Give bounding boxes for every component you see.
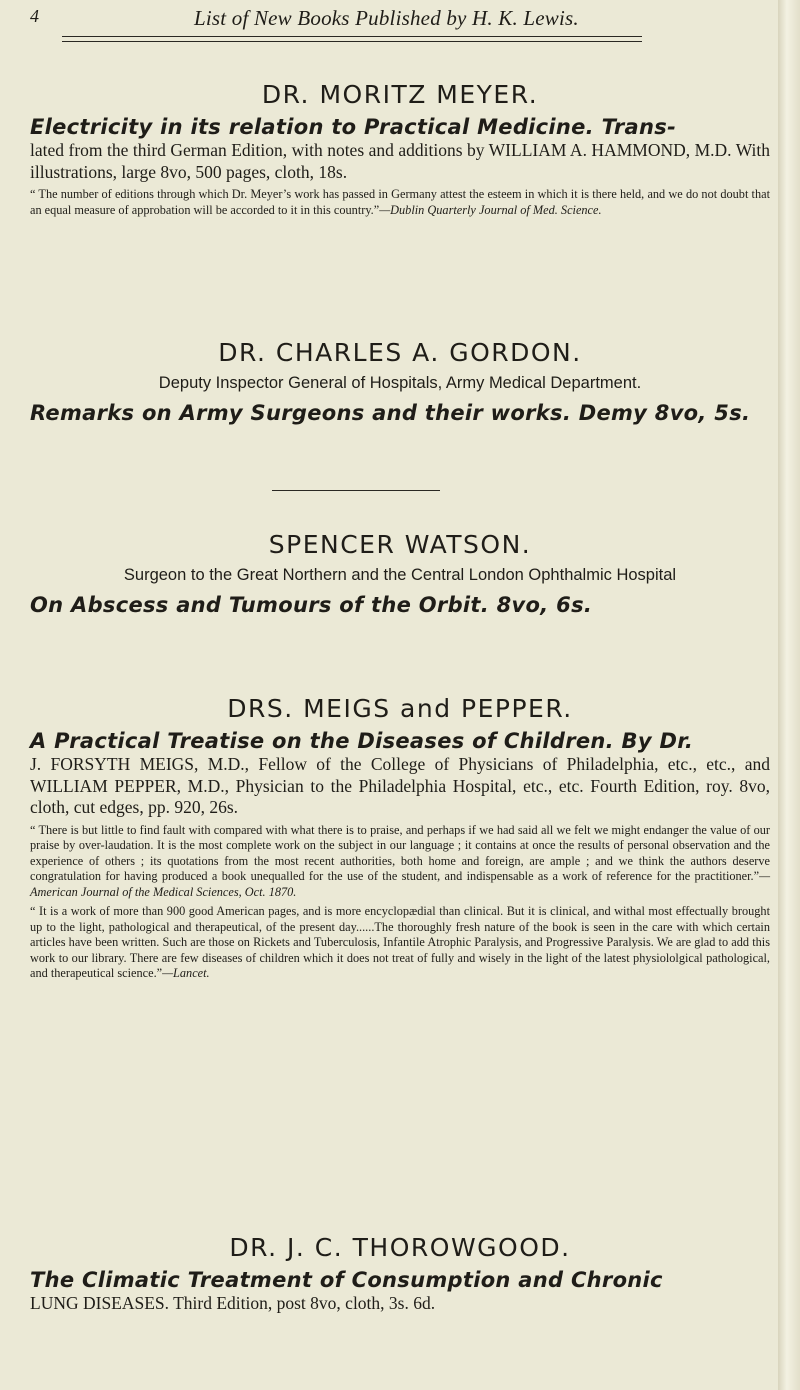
review-quote bbox=[30, 187, 770, 218]
section-rule bbox=[272, 490, 440, 491]
author-subtitle: Deputy Inspector General of Hospitals, Army Medical Department. bbox=[158, 374, 642, 392]
author-subtitle: Surgeon to the Great Northern and the Central London Ophthalmic Hospital bbox=[123, 566, 677, 584]
page-edge bbox=[778, 0, 800, 1390]
header-rule bbox=[62, 36, 642, 37]
header-rule-thin bbox=[62, 41, 642, 42]
book-title: Electricity in its relation to Practical Medicine. Trans- bbox=[30, 115, 677, 139]
author-heading: DR. MORITZ MEYER. bbox=[261, 80, 539, 109]
book-entry-meyer bbox=[30, 80, 770, 218]
book-title: On Abscess and Tumours of the Orbit. 8vo, 6s. bbox=[30, 593, 593, 617]
book-title: Remarks on Army Surgeons and their works. Demy 8vo, 5s. bbox=[30, 401, 751, 425]
page-header bbox=[30, 4, 770, 32]
author-heading: DR. J. C. THOROWGOOD. bbox=[229, 1233, 571, 1262]
quote-source: —Dublin Quarterly Journal of Med. Science. bbox=[379, 202, 602, 217]
quote-text: “ It is a work of more than 900 good American pages, and is more encyclopædial than clinical. But it is clinical, and withal most effectually brought up to the light, pathological and therapeutical, of the present day......The thoroughly fresh nature of the book is seen in the care with which certain articles have been written. Such are those on Rickets and Tuberculosis, Infantile Atrophic Paralysis, and Progressive Paralysis. We are glad to add this work to our library. There are few diseases of children which it does not treat of fully and wisely in the light of the latest physiololgical pathological, and therapeutical science.” bbox=[30, 904, 770, 980]
quote-source: —Lancet. bbox=[162, 966, 210, 980]
book-title: The Climatic Treatment of Consumption and Chronic bbox=[30, 1268, 663, 1292]
quote-text: “ There is but little to find fault with compared with what there is to praise, and perhaps if we had said all we felt we might endanger the value of our praise by over-laudation. It is the most complete work on the subject in our language ; it contains at once the results of personal observation and the experience of others ; its quotations from the most recent authorities, both home and foreign, are ample ; and we think the authors deserve congratulation for having produced a book unequalled for the use of the student, and indispensable as a work of reference for the practitioner.” bbox=[30, 822, 770, 883]
book-description: J. FORSYTH MEIGS, M.D., Fellow of the College of Physicians of Philadelphia, etc., etc., and WILLIAM PEPPER, M.D., Physician to the Philadelphia Hospital, etc., etc. Fourth Edition, roy. 8vo, cloth, cut edges, pp. 920, 26s. bbox=[30, 754, 770, 817]
review-quote bbox=[30, 823, 770, 901]
running-title: List of New Books Published by H. K. Lewis. bbox=[194, 6, 579, 30]
book-entry-watson bbox=[30, 530, 770, 618]
page-number: 4 bbox=[30, 6, 39, 26]
author-heading: SPENCER WATSON. bbox=[268, 530, 532, 559]
book-entry-gordon bbox=[30, 338, 770, 426]
book-entry-meigs-pepper bbox=[30, 694, 770, 982]
quote-text: “ The number of editions through which Dr. Meyer’s work has passed in Germany attest the esteem in which it is there held, and we do not doubt that an equal measure of approbation will be accorded to it in this country.” bbox=[30, 187, 770, 217]
author-heading: DR. CHARLES A. GORDON. bbox=[218, 338, 582, 367]
review-quote-2 bbox=[30, 904, 770, 982]
book-description: LUNG DISEASES. Third Edition, post 8vo, cloth, 3s. 6d. bbox=[30, 1293, 436, 1313]
author-heading: DRS. MEIGS and PEPPER. bbox=[227, 694, 573, 723]
book-description: lated from the third German Edition, with notes and additions by WILLIAM A. HAMMOND, M.D. With illustrations, large 8vo, 500 pages, cloth, 18s. bbox=[30, 140, 770, 182]
book-title: A Practical Treatise on the Diseases of Children. By Dr. bbox=[30, 729, 694, 753]
book-entry-thorowgood bbox=[30, 1233, 770, 1315]
quote-source: —American Journal of the Medical Sciences, Oct. 1870. bbox=[30, 869, 770, 899]
